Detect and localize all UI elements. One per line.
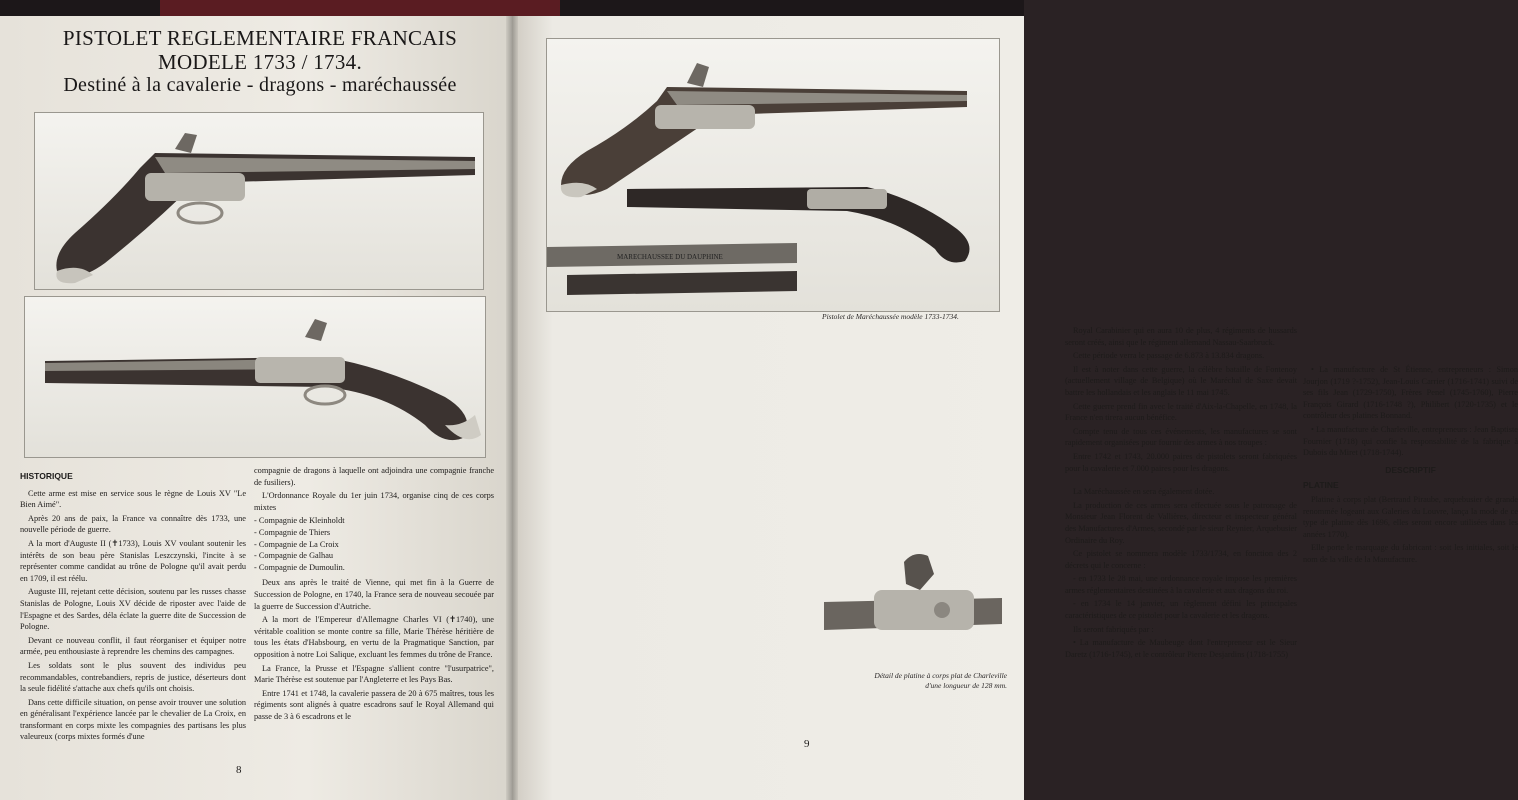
paragraph: - en 1734 le 14 janvier, un règlement défini les principales caractéristiques de ce pistolet pour la cavalerie et les dragons. <box>1065 599 1297 621</box>
paragraph: Dans cette difficile situation, on pense avoir trouver une solution en généralisant l'expérience lancée par le chevalier de La Croix, en transformant en corps mixte les compagnies des partisans les plus valeureux (corps mixtes formés d'une <box>20 697 246 742</box>
paragraph: Après 20 ans de paix, la France va connaître dès 1733, une nouvelle période de guerre. <box>20 513 246 535</box>
paragraph: La France, la Prusse et l'Espagne s'allient contre "l'usurpatrice", Marie Thérèse est soutenue par l'Angleterre et les Pays Bas. <box>254 663 494 685</box>
list-item: - Compagnie de Dumoulin. <box>254 562 345 572</box>
historique-column <box>20 471 246 745</box>
right-first-column <box>1065 325 1297 662</box>
paragraph: A la mort d'Auguste II (✝1733), Louis XV voulant soutenir les intérêts de son beau père Stanislas Leszczynski, l'incite à se représenter comme candidat au trône de Pologne qu'il avait perdu en 1709, il est réélu. <box>20 538 246 583</box>
pistol-image-left-facing <box>35 113 483 289</box>
background-red-strip <box>160 0 560 16</box>
page-title-line2: MODELE 1733 / 1734. <box>157 50 363 74</box>
pistol-group-image <box>547 39 999 311</box>
paragraph: compagnie de dragons à laquelle ont adjoindra une compagnie franche de fusiliers). <box>254 466 494 487</box>
pistol-photo-group <box>546 38 1000 312</box>
right-second-column <box>1303 364 1518 568</box>
paragraph: Cette guerre prend fin avec le traité d'Aix-la-Chapelle, en 1748, la France n'en tirera aucun bénéfice. <box>1065 401 1297 423</box>
paragraph: La Maréchaussée en sera également dotée. <box>1073 487 1215 497</box>
paragraph: Compte tenu de tous ces événements, les manufactures se sont rapidement organisées pour fournir des armes à nos troupes : <box>1065 426 1297 448</box>
paragraph: Il est à noter dans cette guerre, la célèbre bataille de Fontenoy (actuellement village de Belgique) où le Maréchal de Saxe devait battre les hollandais et les anglais le 11 mai 1745. <box>1065 364 1297 397</box>
page-title-line1: PISTOLET REGLEMENTAIRE FRANCAIS <box>62 26 458 50</box>
right-page <box>512 16 1518 800</box>
paragraph: Deux ans après le traité de Vienne, qui met fin à la Guerre de Succession de Pologne, en 1740, la France sera de nouveau secouée par la guerre de Succession d'Autriche. <box>254 578 494 611</box>
paragraph: Entre 1742 et 1743, 20.000 paires de pistolets seront fabriquées pour la cavalerie et 7.000 paires pour les dragons. <box>1065 451 1297 473</box>
list-item: - Compagnie de Thiers <box>254 527 331 537</box>
paragraph: Entre 1741 et 1748, la cavalerie passera de 20 à 675 maîtres, tous les régiments sont alignés à quatre escadrons sauf le Royal Allemand qui passe de 3 à 6 escadrons et le <box>254 688 494 721</box>
engraving-text: MARECHAUSSEE DU DAUPHINE <box>617 253 723 261</box>
page-number-right: 9 <box>804 738 810 750</box>
paragraph: Elle porte le marquage du fabricant : soit les initiales, soit le nom de la ville de la Manufacture. <box>1303 543 1518 564</box>
list-item: - Compagnie de Kleinholdt <box>254 516 345 526</box>
platine-detail-image <box>824 550 1002 666</box>
paragraph: • La manufacture de Maubeuge dont l'entrepreneur est le Sieur Daretz (1716-1745), et le contrôleur Pierre Desjardins (1718-1755) <box>1065 638 1297 659</box>
paragraph: Devant ce nouveau conflit, il faut réorganiser et équiper notre armée, peu enthousiaste à reprendre les chemins des campagnes. <box>20 635 246 657</box>
paragraph: Les soldats sont le plus souvent des individus peu recommandables, contrebandiers, repris de justice, déserteurs dont la seule fidélité s'attache aux chefs qu'ils ont choisis. <box>20 660 246 694</box>
paragraph: - en 1733 le 28 mai, une ordonnance royale impose les premières armes réglementaires destinées à la cavalerie et aux dragons du roi. <box>1065 574 1297 595</box>
page-number-left: 8 <box>236 764 242 776</box>
paragraph: • La manufacture de St Étienne, entrepreneurs : Simon Jourjon (1719 ?-1752), Jean-Louis Carrier (1716-1741) suivi de ses fils Jean (1729-1750), Frères Penel (1745-1760), Pierre François Girard (1716-1748 ?), Philibert (1720-1735) et le contrôleur des platines Bonnand. <box>1303 365 1518 421</box>
list-item: - Compagnie de La Croix <box>254 539 339 549</box>
paragraph: Ils seront fabriqués par : <box>1073 624 1154 634</box>
paragraph: Cette arme est mise en service sous le règne de Louis XV "Le Bien Aimé". <box>20 488 246 510</box>
platine-detail-photo <box>824 550 1002 666</box>
paragraph: L'Ordonnance Royale du 1er juin 1734, organise cinq de ces corps mixtes <box>254 491 494 512</box>
photo-caption: Pistolet de Maréchaussée modèle 1733-1734. <box>822 312 959 321</box>
paragraph: Royal Carabinier qui en aura 10 de plus, 4 régiments de hussards seront créés, ainsi que le régiment allemand Nassau-Saarbruck. <box>1065 326 1297 347</box>
paragraph: La production de ces armes sera effectuée sous le patronage de Monsieur Jean Florent de Vallières, directeur et inspecteur général des Manufactures d'Armes, secondé par le sieur Reynier, Arquebusier Ordinaire du Roy. <box>1065 500 1297 545</box>
paragraph: Auguste III, rejetant cette décision, soutenu par les russes chasse Stanislas de Pologne, Louis XV décide de riposter avec l'aide de l'Espagne et des Sardes, déla éclate la guerre dite de Succession de Pologne. <box>20 587 246 632</box>
detail-caption-line2: d'une longueur de 128 mm. <box>925 681 1007 690</box>
pistol-image-right-facing <box>25 297 485 457</box>
left-second-column <box>254 465 494 724</box>
detail-caption-line1: Détail de platine à corps plat de Charleville <box>874 671 1007 680</box>
paragraph: A la mort de l'Empereur d'Allemagne Charles VI (✝1740), une véritable coalition se monte contre sa fille, Marie Thérèse héritière de tous les états d'Habsbourg, en vertu de la Pragmatique Sanction, par opposition à notre Loi Salique, excluant les femmes du trône de France. <box>254 615 494 659</box>
pistol-photo-bottom <box>24 296 486 458</box>
book-spine <box>506 16 518 800</box>
platine-heading: PLATINE <box>1303 480 1339 491</box>
pistol-photo-top <box>34 112 484 290</box>
historique-heading: HISTORIQUE <box>20 471 73 481</box>
descriptif-heading: DESCRIPTIF <box>1385 464 1436 475</box>
left-page <box>0 16 512 800</box>
paragraph: Cette période verra le passage de 6.873 à 13.834 dragons. <box>1073 351 1265 361</box>
paragraph: Platine à corps plat (Bertrand Piraube, arquebusier de grande renommée logeant aux Galeries du Louvre, lança la mode de ce type de platine dès 1696, elles seront encore utilisées dans les années 1770). <box>1303 494 1518 539</box>
page-subtitle: Destiné à la cavalerie - dragons - maréchaussée <box>63 74 457 96</box>
list-item: - Compagnie de Galhau <box>254 551 334 561</box>
spacer <box>1065 476 1297 484</box>
paragraph: Ce pistolet se nommera modèle 1733/1734, en fonction des 2 décrets qui le concerne : <box>1065 549 1297 570</box>
paragraph: • La manufacture de Charleville, entrepreneurs : Jean Baptiste Fournier (1718) qui confie la responsabilité de la fabrique à Dubois du Miret (1718-1744). <box>1303 424 1518 458</box>
